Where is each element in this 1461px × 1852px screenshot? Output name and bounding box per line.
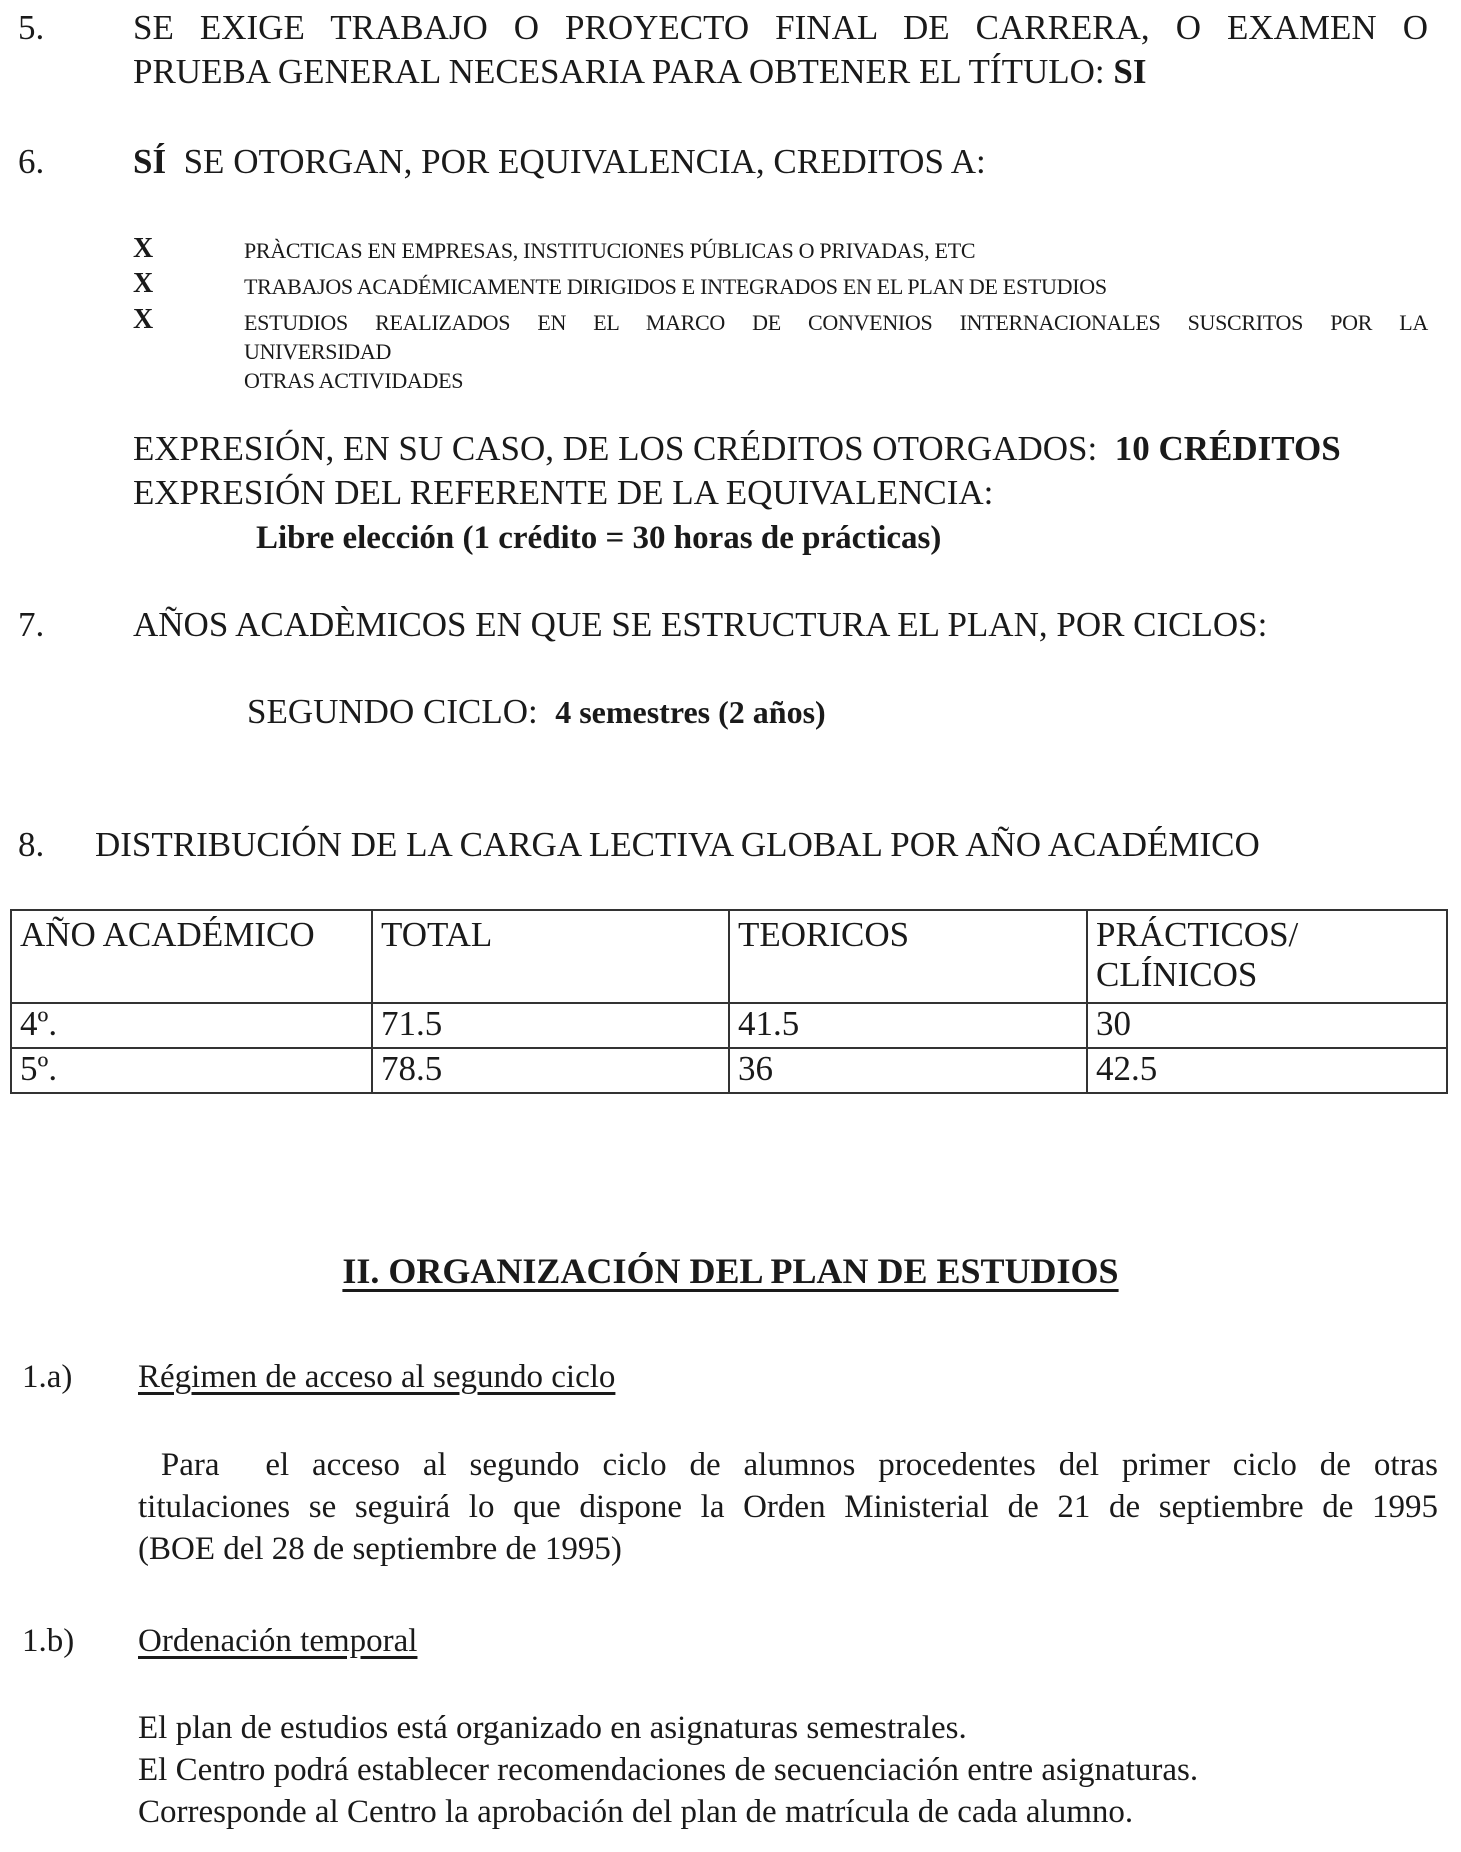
checkbox-mark: X — [133, 304, 154, 335]
header-total: TOTAL — [372, 910, 729, 1003]
option-practicas: PRÀCTICAS EN EMPRESAS, INSTITUCIONES PÚBLICAS O PRIVADAS, ETC — [244, 238, 976, 263]
cycle-value: 4 semestres (2 años) — [555, 694, 826, 730]
item-6-text: SE OTORGAN, POR EQUIVALENCIA, CREDITOS A: — [183, 142, 986, 181]
item-6-answer: SÍ — [133, 142, 167, 181]
header-practical-clinical: PRÁCTICOS/ CLÍNICOS — [1087, 910, 1447, 1003]
cell-theoretical: 36 — [729, 1048, 1087, 1093]
item-6-title — [133, 140, 986, 184]
header-academic-year: AÑO ACADÉMICO — [11, 910, 372, 1003]
item-5-line-2 — [133, 50, 1146, 94]
item-8-text: DISTRIBUCIÓN DE LA CARGA LECTIVA GLOBAL POR AÑO ACADÉMICO — [95, 825, 1260, 864]
item-5-number: 5. — [18, 8, 45, 47]
credits-value: 10 CRÉDITOS — [1114, 429, 1341, 468]
cell-practical: 42.5 — [1087, 1048, 1447, 1093]
cell-year: 5º. — [11, 1048, 372, 1093]
subsection-b-number: 1.b) — [22, 1623, 75, 1659]
item-5-question: PRUEBA GENERAL NECESARIA PARA OBTENER EL TÍTULO: — [133, 52, 1105, 91]
option-trabajos: TRABAJOS ACADÉMICAMENTE DIRIGIDOS E INTEGRADOS EN EL PLAN DE ESTUDIOS — [244, 274, 1107, 299]
subsection-a-line-1: Para el acceso al segundo ciclo de alumnos procedentes del primer ciclo de otras — [138, 1447, 1438, 1483]
subsection-a-line-3: (BOE del 28 de septiembre de 1995) — [138, 1531, 622, 1567]
option-otras: OTRAS ACTIVIDADES — [244, 368, 464, 393]
subsection-b-line-1: El plan de estudios está organizado en asignaturas semestrales. — [138, 1710, 967, 1746]
item-7-text: AÑOS ACADÈMICOS EN QUE SE ESTRUCTURA EL PLAN, POR CICLOS: — [133, 605, 1268, 644]
cell-total: 71.5 — [372, 1003, 729, 1048]
teaching-load-table — [10, 909, 1448, 1094]
cell-total: 78.5 — [372, 1048, 729, 1093]
subsection-a-number: 1.a) — [22, 1359, 73, 1395]
table-row — [11, 1048, 1447, 1093]
checkbox-mark: X — [133, 268, 154, 299]
table-header-row — [11, 910, 1447, 1003]
header-theoretical: TEORICOS — [729, 910, 1087, 1003]
subsection-b-line-3: Corresponde al Centro la aprobación del plan de matrícula de cada alumno. — [138, 1794, 1134, 1830]
item-8-number: 8. — [18, 825, 45, 864]
checkbox-mark: X — [133, 233, 154, 264]
subsection-b-line-2: El Centro podrá establecer recomendaciones de secuenciación entre asignaturas. — [138, 1752, 1199, 1788]
credits-expression — [133, 427, 1341, 471]
credits-label: EXPRESIÓN, EN SU CASO, DE LOS CRÉDITOS OTORGADOS: — [133, 429, 1098, 468]
subsection-b-title: Ordenación temporal — [138, 1623, 418, 1659]
cell-practical: 30 — [1087, 1003, 1447, 1048]
subsection-a-title: Régimen de acceso al segundo ciclo — [138, 1359, 616, 1395]
table-row — [11, 1003, 1447, 1048]
item-7-number: 7. — [18, 605, 45, 644]
option-estudios: ESTUDIOS REALIZADOS EN EL MARCO DE CONVENIOS INTERNACIONALES SUSCRITOS POR LA — [244, 310, 1428, 335]
referent-label: EXPRESIÓN DEL REFERENTE DE LA EQUIVALENCIA: — [133, 473, 994, 512]
cell-theoretical: 41.5 — [729, 1003, 1087, 1048]
subsection-a-line-2: titulaciones se seguirá lo que dispone la Orden Ministerial de 21 de septiembre de 1995 — [138, 1489, 1438, 1525]
item-5-line-1: SE EXIGE TRABAJO O PROYECTO FINAL DE CARRERA, O EXAMEN O — [133, 8, 1428, 47]
option-estudios-cont: UNIVERSIDAD — [244, 339, 392, 364]
referent-value: Libre elección (1 crédito = 30 horas de prácticas) — [256, 520, 942, 556]
cell-year: 4º. — [11, 1003, 372, 1048]
item-6-number: 6. — [18, 142, 45, 181]
section-heading: II. ORGANIZACIÓN DEL PLAN DE ESTUDIOS — [342, 1251, 1119, 1291]
cycle-label: SEGUNDO CICLO: — [247, 692, 538, 731]
item-5-answer: SI — [1113, 52, 1147, 91]
cycle-info — [247, 690, 826, 734]
